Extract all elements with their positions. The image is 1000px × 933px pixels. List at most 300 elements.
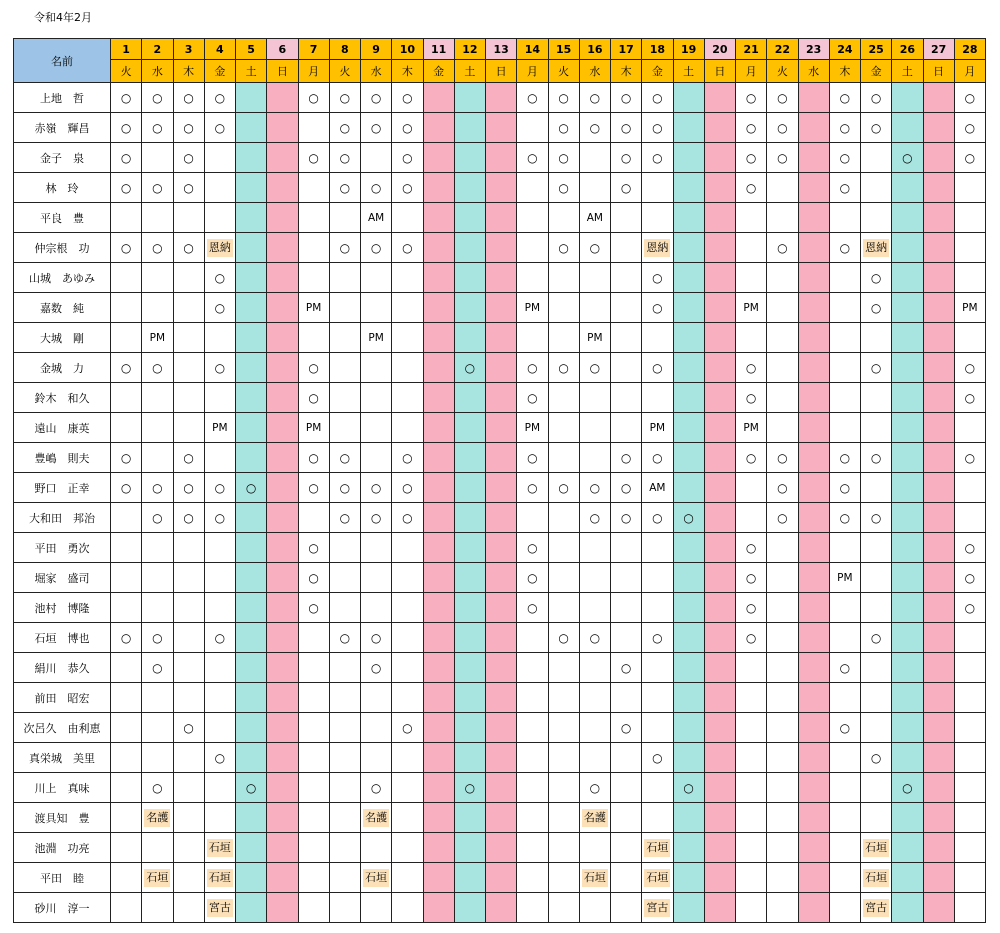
- schedule-cell[interactable]: [173, 533, 204, 563]
- schedule-cell[interactable]: [673, 233, 704, 263]
- schedule-cell[interactable]: [829, 683, 860, 713]
- schedule-cell[interactable]: [236, 473, 267, 503]
- schedule-cell[interactable]: [298, 533, 329, 563]
- schedule-cell[interactable]: [923, 593, 954, 623]
- schedule-cell[interactable]: [861, 323, 892, 353]
- schedule-cell[interactable]: [329, 203, 360, 233]
- schedule-cell[interactable]: [173, 833, 204, 863]
- schedule-cell[interactable]: [736, 143, 767, 173]
- schedule-cell[interactable]: [486, 803, 517, 833]
- schedule-cell[interactable]: [954, 293, 985, 323]
- schedule-cell[interactable]: [361, 503, 392, 533]
- schedule-cell[interactable]: [954, 503, 985, 533]
- schedule-cell[interactable]: [454, 773, 485, 803]
- schedule-cell[interactable]: [861, 623, 892, 653]
- schedule-cell[interactable]: [642, 173, 673, 203]
- schedule-cell[interactable]: [236, 353, 267, 383]
- schedule-cell[interactable]: [704, 83, 735, 113]
- schedule-cell[interactable]: [798, 563, 829, 593]
- schedule-cell[interactable]: [954, 443, 985, 473]
- schedule-cell[interactable]: [673, 593, 704, 623]
- schedule-cell[interactable]: [142, 353, 173, 383]
- schedule-cell[interactable]: [111, 443, 142, 473]
- schedule-cell[interactable]: [861, 413, 892, 443]
- schedule-cell[interactable]: [642, 263, 673, 293]
- schedule-cell[interactable]: [642, 773, 673, 803]
- schedule-cell[interactable]: [642, 713, 673, 743]
- schedule-cell[interactable]: [392, 263, 423, 293]
- schedule-cell[interactable]: [392, 473, 423, 503]
- schedule-cell[interactable]: [423, 833, 454, 863]
- schedule-cell[interactable]: [204, 353, 235, 383]
- schedule-cell[interactable]: [173, 173, 204, 203]
- schedule-cell[interactable]: [829, 293, 860, 323]
- schedule-cell[interactable]: [204, 323, 235, 353]
- schedule-cell[interactable]: [173, 623, 204, 653]
- schedule-cell[interactable]: [611, 293, 642, 323]
- schedule-cell[interactable]: [892, 893, 923, 923]
- schedule-cell[interactable]: [517, 83, 548, 113]
- schedule-cell[interactable]: [798, 353, 829, 383]
- schedule-cell[interactable]: [111, 233, 142, 263]
- schedule-cell[interactable]: [142, 623, 173, 653]
- schedule-cell[interactable]: [517, 143, 548, 173]
- schedule-cell[interactable]: [736, 473, 767, 503]
- schedule-cell[interactable]: [236, 443, 267, 473]
- schedule-cell[interactable]: [204, 263, 235, 293]
- schedule-cell[interactable]: [236, 383, 267, 413]
- schedule-cell[interactable]: [454, 503, 485, 533]
- schedule-cell[interactable]: [111, 503, 142, 533]
- schedule-cell[interactable]: [298, 653, 329, 683]
- schedule-cell[interactable]: [392, 83, 423, 113]
- schedule-cell[interactable]: [767, 113, 798, 143]
- schedule-cell[interactable]: [329, 383, 360, 413]
- schedule-cell[interactable]: [892, 773, 923, 803]
- schedule-cell[interactable]: [486, 503, 517, 533]
- schedule-cell[interactable]: [642, 323, 673, 353]
- schedule-cell[interactable]: [454, 83, 485, 113]
- schedule-cell[interactable]: [423, 473, 454, 503]
- schedule-cell[interactable]: [517, 173, 548, 203]
- schedule-cell[interactable]: [736, 833, 767, 863]
- schedule-cell[interactable]: [298, 833, 329, 863]
- schedule-cell[interactable]: [611, 893, 642, 923]
- schedule-cell[interactable]: [329, 533, 360, 563]
- schedule-cell[interactable]: [829, 323, 860, 353]
- schedule-cell[interactable]: [236, 83, 267, 113]
- schedule-cell[interactable]: [392, 773, 423, 803]
- schedule-cell[interactable]: [798, 773, 829, 803]
- schedule-cell[interactable]: [111, 203, 142, 233]
- schedule-cell[interactable]: [767, 833, 798, 863]
- schedule-cell[interactable]: [704, 413, 735, 443]
- schedule-cell[interactable]: [892, 143, 923, 173]
- schedule-cell[interactable]: [892, 173, 923, 203]
- schedule-cell[interactable]: [486, 143, 517, 173]
- schedule-cell[interactable]: [892, 383, 923, 413]
- schedule-cell[interactable]: [267, 833, 298, 863]
- schedule-cell[interactable]: [454, 353, 485, 383]
- schedule-cell[interactable]: [548, 263, 579, 293]
- schedule-cell[interactable]: [298, 203, 329, 233]
- schedule-cell[interactable]: [673, 353, 704, 383]
- schedule-cell[interactable]: [236, 623, 267, 653]
- schedule-cell[interactable]: [954, 113, 985, 143]
- schedule-cell[interactable]: [579, 833, 610, 863]
- schedule-cell[interactable]: [673, 203, 704, 233]
- schedule-cell[interactable]: [923, 353, 954, 383]
- schedule-cell[interactable]: [767, 473, 798, 503]
- schedule-cell[interactable]: [392, 113, 423, 143]
- schedule-cell[interactable]: [267, 893, 298, 923]
- schedule-cell[interactable]: [798, 443, 829, 473]
- schedule-cell[interactable]: [454, 323, 485, 353]
- schedule-cell[interactable]: [329, 623, 360, 653]
- schedule-cell[interactable]: [204, 533, 235, 563]
- schedule-cell[interactable]: [954, 173, 985, 203]
- schedule-cell[interactable]: [486, 863, 517, 893]
- schedule-cell[interactable]: [642, 143, 673, 173]
- schedule-cell[interactable]: [611, 413, 642, 443]
- schedule-cell[interactable]: [611, 803, 642, 833]
- schedule-cell[interactable]: [454, 113, 485, 143]
- schedule-cell[interactable]: [611, 473, 642, 503]
- schedule-cell[interactable]: [767, 563, 798, 593]
- schedule-cell[interactable]: [142, 893, 173, 923]
- schedule-cell[interactable]: [829, 593, 860, 623]
- schedule-cell[interactable]: [861, 593, 892, 623]
- schedule-cell[interactable]: [392, 533, 423, 563]
- schedule-cell[interactable]: [704, 293, 735, 323]
- schedule-cell[interactable]: [361, 443, 392, 473]
- schedule-cell[interactable]: [767, 233, 798, 263]
- schedule-cell[interactable]: [892, 113, 923, 143]
- schedule-cell[interactable]: [954, 203, 985, 233]
- schedule-cell[interactable]: [361, 383, 392, 413]
- schedule-cell[interactable]: [923, 233, 954, 263]
- schedule-cell[interactable]: [829, 833, 860, 863]
- schedule-cell[interactable]: [767, 773, 798, 803]
- schedule-cell[interactable]: [923, 533, 954, 563]
- schedule-cell[interactable]: [267, 143, 298, 173]
- schedule-cell[interactable]: [642, 743, 673, 773]
- schedule-cell[interactable]: [798, 533, 829, 563]
- schedule-cell[interactable]: [392, 503, 423, 533]
- schedule-cell[interactable]: [486, 593, 517, 623]
- schedule-cell[interactable]: [548, 143, 579, 173]
- schedule-cell[interactable]: [892, 743, 923, 773]
- schedule-cell[interactable]: [454, 533, 485, 563]
- schedule-cell[interactable]: [798, 503, 829, 533]
- schedule-cell[interactable]: [173, 683, 204, 713]
- schedule-cell[interactable]: [767, 863, 798, 893]
- schedule-cell[interactable]: [361, 413, 392, 443]
- schedule-cell[interactable]: [267, 353, 298, 383]
- schedule-cell[interactable]: [361, 263, 392, 293]
- schedule-cell[interactable]: [736, 683, 767, 713]
- schedule-cell[interactable]: [423, 713, 454, 743]
- schedule-cell[interactable]: [423, 593, 454, 623]
- schedule-cell[interactable]: [486, 443, 517, 473]
- schedule-cell[interactable]: [142, 653, 173, 683]
- schedule-cell[interactable]: [236, 233, 267, 263]
- schedule-cell[interactable]: [517, 533, 548, 563]
- schedule-cell[interactable]: [642, 893, 673, 923]
- schedule-cell[interactable]: [423, 113, 454, 143]
- schedule-cell[interactable]: [298, 143, 329, 173]
- schedule-cell[interactable]: [173, 293, 204, 323]
- schedule-cell[interactable]: [142, 833, 173, 863]
- schedule-cell[interactable]: [454, 173, 485, 203]
- schedule-cell[interactable]: [361, 623, 392, 653]
- schedule-cell[interactable]: [736, 413, 767, 443]
- schedule-cell[interactable]: [611, 563, 642, 593]
- schedule-cell[interactable]: [892, 653, 923, 683]
- schedule-cell[interactable]: [173, 83, 204, 113]
- schedule-cell[interactable]: [267, 263, 298, 293]
- schedule-cell[interactable]: [642, 623, 673, 653]
- schedule-cell[interactable]: [704, 443, 735, 473]
- schedule-cell[interactable]: [298, 713, 329, 743]
- schedule-cell[interactable]: [361, 293, 392, 323]
- schedule-cell[interactable]: [329, 593, 360, 623]
- schedule-cell[interactable]: [142, 383, 173, 413]
- schedule-cell[interactable]: [236, 323, 267, 353]
- schedule-cell[interactable]: [736, 383, 767, 413]
- schedule-cell[interactable]: [642, 563, 673, 593]
- schedule-cell[interactable]: [673, 143, 704, 173]
- schedule-cell[interactable]: [954, 593, 985, 623]
- schedule-cell[interactable]: [954, 353, 985, 383]
- schedule-cell[interactable]: [579, 623, 610, 653]
- schedule-cell[interactable]: [204, 743, 235, 773]
- schedule-cell[interactable]: [861, 743, 892, 773]
- schedule-cell[interactable]: [611, 773, 642, 803]
- schedule-cell[interactable]: [954, 263, 985, 293]
- schedule-cell[interactable]: [392, 233, 423, 263]
- schedule-cell[interactable]: [204, 383, 235, 413]
- schedule-cell[interactable]: [642, 353, 673, 383]
- schedule-cell[interactable]: [298, 383, 329, 413]
- schedule-cell[interactable]: [892, 863, 923, 893]
- schedule-cell[interactable]: [236, 683, 267, 713]
- schedule-cell[interactable]: [204, 83, 235, 113]
- schedule-cell[interactable]: [361, 833, 392, 863]
- schedule-cell[interactable]: [579, 773, 610, 803]
- schedule-cell[interactable]: [861, 143, 892, 173]
- schedule-cell[interactable]: [767, 293, 798, 323]
- schedule-cell[interactable]: [548, 683, 579, 713]
- schedule-cell[interactable]: [673, 503, 704, 533]
- schedule-cell[interactable]: [236, 743, 267, 773]
- schedule-cell[interactable]: [798, 713, 829, 743]
- schedule-cell[interactable]: [579, 233, 610, 263]
- schedule-cell[interactable]: [548, 233, 579, 263]
- schedule-cell[interactable]: [954, 233, 985, 263]
- schedule-cell[interactable]: [361, 323, 392, 353]
- schedule-cell[interactable]: [548, 173, 579, 203]
- schedule-cell[interactable]: [798, 803, 829, 833]
- schedule-cell[interactable]: [954, 623, 985, 653]
- schedule-cell[interactable]: [829, 893, 860, 923]
- schedule-cell[interactable]: [767, 743, 798, 773]
- schedule-cell[interactable]: [204, 473, 235, 503]
- schedule-cell[interactable]: [673, 473, 704, 503]
- schedule-cell[interactable]: [454, 233, 485, 263]
- schedule-cell[interactable]: [704, 263, 735, 293]
- schedule-cell[interactable]: [423, 323, 454, 353]
- schedule-cell[interactable]: [454, 833, 485, 863]
- schedule-cell[interactable]: [673, 413, 704, 443]
- schedule-cell[interactable]: [329, 833, 360, 863]
- schedule-cell[interactable]: [517, 623, 548, 653]
- schedule-cell[interactable]: [329, 473, 360, 503]
- schedule-cell[interactable]: [611, 113, 642, 143]
- schedule-cell[interactable]: [204, 173, 235, 203]
- schedule-cell[interactable]: [861, 173, 892, 203]
- schedule-cell[interactable]: [454, 803, 485, 833]
- schedule-cell[interactable]: [111, 113, 142, 143]
- schedule-cell[interactable]: [173, 473, 204, 503]
- schedule-cell[interactable]: [361, 83, 392, 113]
- schedule-cell[interactable]: [486, 113, 517, 143]
- schedule-cell[interactable]: [954, 563, 985, 593]
- schedule-cell[interactable]: [142, 233, 173, 263]
- schedule-cell[interactable]: [829, 353, 860, 383]
- schedule-cell[interactable]: [829, 233, 860, 263]
- schedule-cell[interactable]: [704, 173, 735, 203]
- schedule-cell[interactable]: [829, 623, 860, 653]
- schedule-cell[interactable]: [454, 683, 485, 713]
- schedule-cell[interactable]: [798, 593, 829, 623]
- schedule-cell[interactable]: [954, 743, 985, 773]
- schedule-cell[interactable]: [767, 353, 798, 383]
- schedule-cell[interactable]: [861, 113, 892, 143]
- schedule-cell[interactable]: [298, 563, 329, 593]
- schedule-cell[interactable]: [111, 293, 142, 323]
- schedule-cell[interactable]: [579, 563, 610, 593]
- schedule-cell[interactable]: [611, 383, 642, 413]
- schedule-cell[interactable]: [579, 743, 610, 773]
- schedule-cell[interactable]: [298, 323, 329, 353]
- schedule-cell[interactable]: [517, 773, 548, 803]
- schedule-cell[interactable]: [111, 713, 142, 743]
- schedule-cell[interactable]: [236, 533, 267, 563]
- schedule-cell[interactable]: [173, 863, 204, 893]
- schedule-cell[interactable]: [204, 683, 235, 713]
- schedule-cell[interactable]: [954, 803, 985, 833]
- schedule-cell[interactable]: [611, 143, 642, 173]
- schedule-cell[interactable]: [236, 593, 267, 623]
- schedule-cell[interactable]: [642, 473, 673, 503]
- schedule-cell[interactable]: [923, 653, 954, 683]
- schedule-cell[interactable]: [111, 173, 142, 203]
- schedule-cell[interactable]: [329, 713, 360, 743]
- schedule-cell[interactable]: [392, 863, 423, 893]
- schedule-cell[interactable]: [392, 803, 423, 833]
- schedule-cell[interactable]: [798, 143, 829, 173]
- schedule-cell[interactable]: [454, 743, 485, 773]
- schedule-cell[interactable]: [486, 533, 517, 563]
- schedule-cell[interactable]: [111, 683, 142, 713]
- schedule-cell[interactable]: [329, 653, 360, 683]
- schedule-cell[interactable]: [298, 293, 329, 323]
- schedule-cell[interactable]: [267, 383, 298, 413]
- schedule-cell[interactable]: [392, 203, 423, 233]
- schedule-cell[interactable]: [704, 773, 735, 803]
- schedule-cell[interactable]: [548, 533, 579, 563]
- schedule-cell[interactable]: [579, 473, 610, 503]
- schedule-cell[interactable]: [423, 203, 454, 233]
- schedule-cell[interactable]: [611, 443, 642, 473]
- schedule-cell[interactable]: [392, 563, 423, 593]
- schedule-cell[interactable]: [267, 653, 298, 683]
- schedule-cell[interactable]: [642, 803, 673, 833]
- schedule-cell[interactable]: [423, 143, 454, 173]
- schedule-cell[interactable]: [798, 173, 829, 203]
- schedule-cell[interactable]: [361, 593, 392, 623]
- schedule-cell[interactable]: [486, 713, 517, 743]
- schedule-cell[interactable]: [767, 893, 798, 923]
- schedule-cell[interactable]: [829, 473, 860, 503]
- schedule-cell[interactable]: [642, 233, 673, 263]
- schedule-cell[interactable]: [861, 203, 892, 233]
- schedule-cell[interactable]: [923, 623, 954, 653]
- schedule-cell[interactable]: [767, 803, 798, 833]
- schedule-cell[interactable]: [267, 83, 298, 113]
- schedule-cell[interactable]: [548, 893, 579, 923]
- schedule-cell[interactable]: [267, 473, 298, 503]
- schedule-cell[interactable]: [361, 203, 392, 233]
- schedule-cell[interactable]: [111, 863, 142, 893]
- schedule-cell[interactable]: [454, 893, 485, 923]
- schedule-cell[interactable]: [142, 713, 173, 743]
- schedule-cell[interactable]: [611, 653, 642, 683]
- schedule-cell[interactable]: [642, 413, 673, 443]
- schedule-cell[interactable]: [579, 413, 610, 443]
- schedule-cell[interactable]: [673, 443, 704, 473]
- schedule-cell[interactable]: [267, 323, 298, 353]
- schedule-cell[interactable]: [861, 713, 892, 743]
- schedule-cell[interactable]: [329, 143, 360, 173]
- schedule-cell[interactable]: [454, 473, 485, 503]
- schedule-cell[interactable]: [798, 233, 829, 263]
- schedule-cell[interactable]: [142, 533, 173, 563]
- schedule-cell[interactable]: [142, 683, 173, 713]
- schedule-cell[interactable]: [329, 173, 360, 203]
- schedule-cell[interactable]: [486, 773, 517, 803]
- schedule-cell[interactable]: [861, 443, 892, 473]
- schedule-cell[interactable]: [579, 113, 610, 143]
- schedule-cell[interactable]: [204, 113, 235, 143]
- schedule-cell[interactable]: [204, 863, 235, 893]
- schedule-cell[interactable]: [611, 623, 642, 653]
- schedule-cell[interactable]: [298, 233, 329, 263]
- schedule-cell[interactable]: [923, 773, 954, 803]
- schedule-cell[interactable]: [923, 443, 954, 473]
- schedule-cell[interactable]: [579, 323, 610, 353]
- schedule-cell[interactable]: [673, 173, 704, 203]
- schedule-cell[interactable]: [923, 143, 954, 173]
- schedule-cell[interactable]: [486, 233, 517, 263]
- schedule-cell[interactable]: [173, 713, 204, 743]
- schedule-cell[interactable]: [173, 803, 204, 833]
- schedule-cell[interactable]: [736, 83, 767, 113]
- schedule-cell[interactable]: [486, 893, 517, 923]
- schedule-cell[interactable]: [486, 83, 517, 113]
- schedule-cell[interactable]: [454, 593, 485, 623]
